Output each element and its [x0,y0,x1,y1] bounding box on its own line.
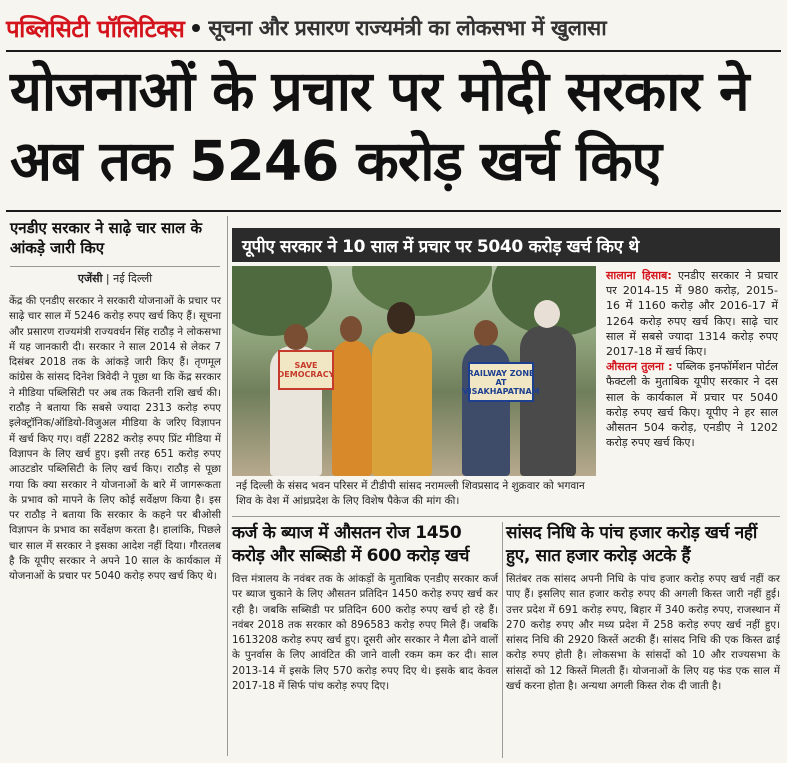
interest-story [232,522,498,694]
photo-head [387,302,415,334]
top-divider [6,50,781,52]
photo-person [332,340,372,476]
sidebar-text-annual: एनडीए सरकार ने प्रचार पर 2014-15 में 980 करोड़, 2015-16 में 1160 करोड़ और 2016-17 में 1264 करोड़ रुपए खर्च किए। साढ़े चार साल में सबसे ज्यादा 1314 करोड़ रुपए 2017-18 में खर्च किए। [606,269,778,359]
sidebar-facts [600,266,780,512]
sidebar-label-annual: सालाना हिसाब: [606,269,672,282]
photo-person [372,332,432,476]
section-kicker: पब्लिसिटी पॉलिटिक्स [6,14,185,43]
interest-story-headline: कर्ज के ब्याज में औसतन रोज 1450 करोड़ और सब्सिडी में 600 करोड़ खर्च [232,523,470,566]
photo-head [340,316,362,342]
main-story-body: केंद्र की एनडीए सरकार ने सरकारी योजनाओं के प्रचार पर साढ़े चार साल में 5246 करोड़ रुपए खर्च किए हैं। सूचना और प्रसारण राज्यमंत्री राज्यवर्धन सिंह राठौड़ ने लोकसभा में यह जानकारी दी। सरकार ने साल 2014 से लेकर 7 दिसंबर 2018 तक के आंकड़े जारी किए हैं। तृणमूल कांग्रेस के सांसद दिनेश त्रिवेदी ने पूछा था कि केंद्र सरकार ने मीडिया पब्लिसिटी पर अब तक कितनी राशि खर्च की। राठौड़ ने बताया कि सबसे ज्यादा 2313 करोड़ रुपए इलेक्ट्रॉनिक/ऑडियो-विजुअल मीडिया के जरिए विज्ञापन में खर्च किए गए। वहीं 2282 करोड़ रुपए प्रिंट मीडिया में विज्ञापन के लिए खर्च हुए। इसी तरह 651 करोड़ रुपए आउटडोर पब्लिसिटी के लिए खर्च किए। राठौड़ से पूछा गया कि क्या सरकार ने योजनाओं के बारे में जागरूकता के प्रभाव को मापने के लिए कोई सर्वेक्षण किया है। इस पर राठौड़ ने बताया कि सरकार के कहने पर बीओसी विज्ञापन के प्रभाव का सर्वेक्षण करता है। हालांकि, पिछले चार साल में सरकार ने इसका आदेश नहीं दिया। गौरतलब है कि यूपीए सरकार ने अपने 10 साल के कार्यकाल में योजनाओं के प्रचार पर 5040 करोड़ रुपए खर्च किए थे। [9,295,221,583]
column-divider [227,216,228,756]
strap-divider [10,266,220,267]
photo-head [474,320,498,346]
photo-head [284,324,308,350]
photo-tree [232,266,332,336]
interest-story-body: वित्त मंत्रालय के नवंबर तक के आंकड़ों के मुताबिक एनडीए सरकार कर्ज पर ब्याज चुकाने के लिए औसतन प्रतिदिन 1450 करोड़ रुपए खर्च कर रही है। जबकि सब्सिडी पर प्रतिदिन 600 करोड़ रुपए खर्च हो रहे हैं। नवंबर 2018 तक सरकार को 896583 करोड़ रुपए मिले हैं। जबकि 1613208 करोड़ रुपए खर्च हुए। दूसरी ओर सरकार ने मैला ढोने वालों के पुनर्वास के लिए आवंटित की जाने वाली रकम कम कर दी। साल 2013-14 में इसके लिए 570 करोड़ रुपए दिए थे। इसके बाद केवल 2017-18 में सिर्फ पांच करोड़ रुपए दिए। [232,573,498,693]
kicker-subtitle: सूचना और प्रसारण राज्यमंत्री का लोकसभा में खुलासा [208,16,607,40]
byline-agency: एजेंसी [77,272,103,285]
headline-divider [6,210,781,212]
news-photo [232,266,596,476]
upa-strip-heading: यूपीए सरकार ने 10 साल में प्रचार पर 5040 करोड़ खर्च किए थे [232,228,780,262]
kicker-row [6,8,781,48]
section-divider [232,516,780,517]
photo-head [534,300,560,328]
mplads-story [506,522,780,694]
placard-right: RAILWAY ZONE AT VISAKHAPATNAM [468,362,534,402]
photo-caption: नई दिल्ली के संसद भवन परिसर में टीडीपी सांसद नरामल्ली शिवप्रसाद ने शुक्रवार को भगवान शिव के वेश में आंध्रप्रदेश के लिए विशेष पैकेज की मांग की। [236,480,585,507]
bullet-dot-icon [192,24,200,32]
sidebar-text-compare: पब्लिक इनफॉर्मेशन पोर्टल फैक्टली के मुताबिक यूपीए सरकार ने दस साल के कार्यकाल में प्रचार पर 5040 करोड़ रुपए खर्च किए। यूपीए ने हर साल औसतन 504 करोड़, एनडीए ने 1202 करोड़ रुपए खर्च किए। [606,360,778,450]
main-story-column [6,216,224,758]
main-headline: योजनाओं के प्रचार पर मोदी सरकार ने अब तक 5246 करोड़ खर्च किए [10,59,749,193]
byline: एजेंसी | नई दिल्ली [77,272,153,285]
placard-left: SAVE DEMOCRACY [278,350,334,390]
photo-tree [352,266,492,316]
column-divider [502,522,503,758]
mplads-story-headline: सांसद निधि के पांच हजार करोड़ खर्च नहीं हुए, सात हजार करोड़ अटके हैं [506,523,758,566]
sidebar-label-compare: औसतन तुलना : [606,360,673,374]
byline-place: नई दिल्ली [113,272,153,285]
mplads-story-body: सितंबर तक सांसद अपनी निधि के पांच हजार करोड़ रुपए खर्च नहीं कर पाए हैं। इसलिए सात हजार करोड़ रुपए की अगली किस्त जारी नहीं हुई। उत्तर प्रदेश में 691 करोड़ रुपए, बिहार में 340 करोड़ रुपए, राजस्थान में 270 करोड़ रुपए और मध्य प्रदेश में 258 करोड़ रुपए खर्च नहीं हुए। सांसद निधि की 2920 किस्तें अटकी हैं। सांसद निधि की एक किस्त ढाई करोड़ रुपए होती है। लोकसभा के सांसदों को 10 और राज्यसभा के सांसदों को 12 किस्तें मिलती हैं। योजनाओं के लिए यह फंड एक साल में खर्च करना होता है। अन्यथा अगली किस्त रोक दी जाती है। [506,573,780,693]
main-story-strap: एनडीए सरकार ने साढ़े चार साल के आंकड़े जारी किए [10,219,203,257]
